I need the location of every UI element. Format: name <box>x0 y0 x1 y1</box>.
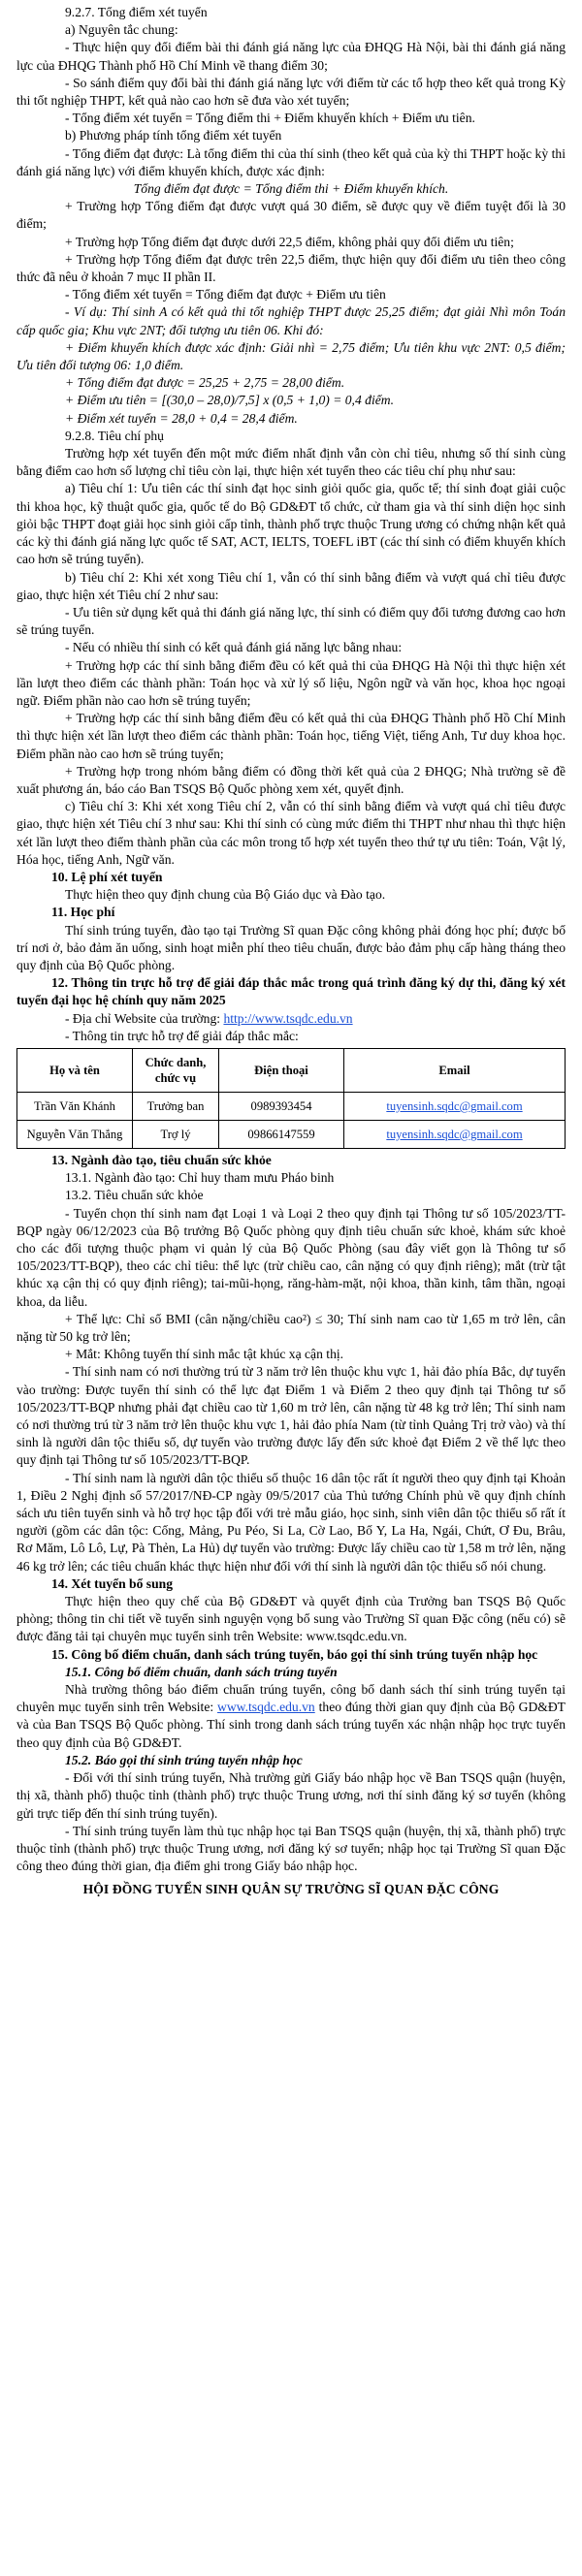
website-link[interactable]: http://www.tsqdc.edu.vn <box>223 1010 353 1026</box>
text-line: - Ưu tiên sử dụng kết quả thi đánh giá năng lực, thí sinh có điểm quy đổi tương đương cao hơn sẽ trúng tuyển. <box>16 604 566 638</box>
text-line: + Điểm xét tuyển = 28,0 + 0,4 = 28,4 điểm. <box>65 410 298 426</box>
text-line: Trường hợp xét tuyển đến một mức điểm nhất định vẫn còn chỉ tiêu, nhưng số thí sinh cùng bằng điểm cao hơn số lượng chỉ tiêu còn lại, thực hiện xét tuyển theo các tiêu chí phụ như sau: <box>16 446 566 479</box>
table-header-row <box>17 1048 566 1092</box>
section-13-body <box>16 1169 566 1575</box>
text-line: - Tuyển chọn thí sinh nam đạt Loại 1 và Loại 2 theo quy định tại Thông tư số 105/2023/TT-BQP ngày 06/12/2023 của Bộ trưởng Bộ Quốc phòng quy định tiêu chuẩn sức khoẻ, khám sức khoẻ cho các đối tượng thuộc phạm vi quản lý của Bộ Quốc Phòng (sau đây viết gọn là Thông tư số 105/2023/TT-BQP), theo các chỉ tiêu: thể lực (trừ chiều cao, cân nặng có quy định riêng); mắt (trừ tật khúc xạ cận thị có quy định riêng); tai-mũi-họng, răng-hàm-mặt, nội khoa, thần kinh, tâm thần, ngoại khoa, da liễu. <box>16 1205 566 1309</box>
section-15-2-body-1: - Đối với thí sinh trúng tuyển, Nhà trường gửi Giấy báo nhập học về Ban TSQS quận (huyện, thị xã, thành phố) thuộc tỉnh (thành phố) trực thuộc Trung ương, nơi thí sinh đăng ký sơ tuyển (không gửi trực tiếp đến thí sinh trúng tuyển). <box>16 1770 566 1821</box>
text-line: + Trường hợp trong nhóm bằng điểm có đồng thời kết quả của 2 ĐHQG; Nhà trường sẽ đề xuất phương án, báo cáo Ban TSQS Bộ Quốc phòng xem xét, quyết định. <box>16 763 566 796</box>
section-15-2-title: 15.2. Báo gọi thí sinh trúng tuyển nhập học <box>65 1752 303 1767</box>
text-line: b) Phương pháp tính tổng điểm xét tuyển <box>65 128 282 143</box>
text-line: c) Tiêu chí 3: Khi xét xong Tiêu chí 2, vẫn có thí sinh bằng điểm và vượt quá chỉ tiêu được giao, thực hiện xét Tiêu chí 3 như sau: Khi thí sinh có cùng mức điểm thi THPT như nhau thì thực hiện xét lần lượt theo điểm thành phần của các môn trong tổ hợp xét tuyển theo thứ tự ưu tiên: Toán, Vật lý, Hóa học, tiếng Anh, Ngữ văn. <box>16 799 566 867</box>
section-15-1-body <box>16 1681 566 1752</box>
section-15-title: 15. Công bố điểm chuẩn, danh sách trúng tuyển, báo gọi thí sinh trúng tuyển nhập học <box>51 1646 538 1662</box>
contact-role: Trợ lý <box>133 1120 219 1148</box>
text-line: + Thể lực: Chỉ số BMI (cân nặng/chiều cao²) ≤ 30; Thí sinh nam cao từ 1,65 m trở lên, cân nặng từ 50 kg trở lên; <box>16 1311 566 1345</box>
text-line: - Tổng điểm đạt được: Là tổng điểm thi của thí sinh (theo kết quả của kỳ thi THPT hoặc kỳ thi đánh giá năng lực) với điểm khuyến khích, được xác định: <box>16 145 566 178</box>
website-line <box>16 1010 566 1028</box>
email-link[interactable]: tuyensinh.sqdc@gmail.com <box>386 1098 523 1113</box>
text-line: Tổng điểm đạt được = Tổng điểm thi + Điểm khuyến khích. <box>133 181 449 197</box>
support-label: - Thông tin trực hỗ trợ để giải đáp thắc mắc: <box>65 1028 299 1043</box>
section-12-title: 12. Thông tin trực hỗ trợ để giải đáp thắc mắc trong quá trình đăng ký dự thi, đăng ký xét tuyển đại học hệ chính quy năm 2025 <box>16 975 566 1008</box>
email-link[interactable]: tuyensinh.sqdc@gmail.com <box>386 1127 523 1141</box>
col-phone-header: Điện thoại <box>219 1048 344 1092</box>
section-14-title: 14. Xét tuyển bổ sung <box>51 1575 174 1591</box>
contact-email[interactable] <box>344 1092 566 1120</box>
section-14-body: Thực hiện theo quy chế của Bộ GD&ĐT và quyết định của Trưởng ban TSQS Bộ Quốc phòng; thông tin chi tiết về tuyển sinh nguyện vọng bổ sung vào Trường Sĩ quan Đặc công (nếu có) sẽ được đăng tải tại chuyên mục tuyển sinh trên Website: www.tsqdc.edu.vn. <box>16 1594 566 1644</box>
section-15-1-title: 15.1. Công bố điểm chuẩn, danh sách trúng tuyển <box>65 1664 338 1679</box>
text-line: - Thực hiện quy đổi điểm bài thi đánh giá năng lực của ĐHQG Hà Nội, bài thi đánh giá năng lực của ĐHQG Thành phố Hồ Chí Minh về thang điểm 30; <box>16 40 566 73</box>
contact-name: Trần Văn Khánh <box>17 1092 133 1120</box>
text-line: - Nếu có nhiều thí sinh có kết quả đánh giá năng lực bằng nhau: <box>65 640 403 655</box>
text-line: 13.2. Tiêu chuẩn sức khỏe <box>65 1188 204 1203</box>
text-line: + Trường hợp các thí sinh bằng điểm đều có kết quả thi của ĐHQG Thành phố Hồ Chí Minh thì thực hiện xét lần lượt theo điểm các thành phần: Toán học, tiếng Việt, tiếng Anh, Tư duy khoa học. Điểm phần nào cao hơn sẽ trúng tuyển; <box>16 711 566 761</box>
text-line: + Mắt: Không tuyển thí sinh mắc tật khúc xạ cận thị. <box>65 1347 344 1362</box>
text-line: 9.2.8. Tiêu chí phụ <box>65 428 164 443</box>
contact-role: Trưởng ban <box>133 1092 219 1120</box>
col-email-header: Email <box>344 1048 566 1092</box>
text-line: + Trường hợp Tổng điểm đạt được trên 22,5 điểm, thực hiện quy đổi điểm ưu tiên theo công thức đã nêu ở khoản 7 mục II phần II. <box>16 251 566 285</box>
contact-phone: 0989393454 <box>219 1092 344 1120</box>
text-line: + Tổng điểm đạt được = 25,25 + 2,75 = 28,00 điểm. <box>65 375 345 391</box>
section-9-criteria <box>16 4 566 869</box>
text-line: + Trường hợp Tổng điểm đạt được vượt quá 30 điểm, sẽ được quy về điểm tuyệt đối là 30 điểm; <box>16 199 566 232</box>
text-line: - Thí sinh nam là người dân tộc thiểu số thuộc 16 dân tộc rất ít người theo quy định tại Khoản 1, Điều 2 Nghị định số 57/2017/NĐ-CP ngày 09/5/2017 của Thủ tướng Chính phủ về quy định chính sách ưu tiên tuyển sinh và hỗ trợ học tập đối với trẻ mẫu giáo, học sinh, sinh viên dân tộc thiểu số rất ít người (gồm các dân tộc: Cống, Mảng, Pu Péo, Si La, Cờ Lao, Bố Y, La Ha, Ngái, Chứt, Ơ Đu, Brâu, Rơ Măm, Lô Lô, Lự, Pà Thẻn, La Hủ) dự tuyển vào trường: Được lấy chiều cao từ 1,58 m trở lên, nặng 46 kg trở lên; các tiêu chuẩn khác thực hiện như đối với thí sinh là người dân tộc thiểu số nói chung. <box>16 1470 566 1574</box>
section-11-body: Thí sinh trúng tuyển, đào tạo tại Trường Sĩ quan Đặc công không phải đóng học phí; được bố trí nơi ở, bảo đảm ăn uống, sinh hoạt miễn phí theo tiêu chuẩn, được bảo đảm phụ cấp hàng tháng theo quy định của Bộ Quốc phòng. <box>16 922 566 972</box>
contact-name: Nguyễn Văn Thắng <box>17 1120 133 1148</box>
text-line: - Ví dụ: Thí sinh A có kết quả thi tốt nghiệp THPT được 25,25 điểm; đạt giải Nhì môn Toán cấp quốc gia; Khu vực 2NT; đối tượng ưu tiên 06. Khi đó: <box>16 304 566 337</box>
text-line: a) Nguyên tắc chung: <box>65 22 178 38</box>
body-text: theo đúng thời gian quy định của Bộ GD&ĐT và của Ban TSQS Bộ Quốc phòng. Thí sinh trong danh sách trúng tuyển xác nhận nhập học trực tuyến theo quy định của Bộ GD&ĐT. <box>16 1700 566 1750</box>
section-13-title: 13. Ngành đào tạo, tiêu chuẩn sức khỏe <box>51 1152 272 1167</box>
text-line: + Điểm khuyến khích được xác định: Giải nhì = 2,75 điểm; Ưu tiên khu vực 2NT: 0,5 điểm; Ưu tiên đối tượng 06: 1,0 điểm. <box>16 339 566 373</box>
body-text: Nhà trường thông báo điểm chuẩn trúng tuyển, công bố danh sách thí sinh trúng tuyển tại chuyên mục tuyển sinh trên Website: <box>16 1682 566 1715</box>
section-10-title: 10. Lệ phí xét tuyển <box>51 869 163 884</box>
text-line: - Tổng điểm xét tuyển = Tổng điểm thi + Điểm khuyến khích + Điểm ưu tiên. <box>65 111 475 126</box>
text-line: b) Tiêu chí 2: Khi xét xong Tiêu chí 1, vẫn có thí sinh bằng điểm và vượt quá chỉ tiêu được giao, thực hiện xét Tiêu chí 2 như sau: <box>16 569 566 602</box>
website-label: - Địa chỉ Website của trường: <box>65 1010 224 1026</box>
contact-phone: 09866147559 <box>219 1120 344 1148</box>
text-line: 13.1. Ngành đào tạo: Chỉ huy tham mưu Pháo binh <box>65 1170 335 1186</box>
section-10-body: Thực hiện theo quy định chung của Bộ Giáo dục và Đào tạo. <box>65 887 386 903</box>
text-line: a) Tiêu chí 1: Ưu tiên các thí sinh đạt học sinh giỏi quốc gia, quốc tế; thí sinh đoạt giải cuộc thi khoa học, kỹ thuật quốc gia, quốc tế do Bộ GD&ĐT tổ chức, cử tham gia và thí sinh diện học sinh giỏi bậc THPT đoạt giải học sinh giỏi cấp tỉnh, thành phố trực thuộc Trung ương có chứng nhận kết quả các kỳ thi đánh giá năng lực quốc tế SAT, ACT, IELTS, TOEFL iBT (các thí sinh có điểm khuyến khích cao hơn sẽ trúng tuyển). <box>16 481 566 567</box>
table-row <box>17 1092 566 1120</box>
table-row <box>17 1120 566 1148</box>
section-15-2-body-2: - Thí sinh trúng tuyển làm thủ tục nhập học tại Ban TSQS quận (huyện, thị xã, thành phố) trực thuộc tỉnh (thành phố) trực thuộc Trung ương, nơi đăng ký sơ tuyển; nhập học tại Trường Sĩ quan Đặc công theo đúng thời gian, địa điểm ghi trong Giấy báo nhập học. <box>16 1823 566 1874</box>
contact-email[interactable] <box>344 1120 566 1148</box>
website-link[interactable]: www.tsqdc.edu.vn <box>217 1700 315 1715</box>
section-11-title: 11. Học phí <box>51 905 115 920</box>
text-line: - So sánh điểm quy đổi bài thi đánh giá năng lực với điểm từ các tổ hợp theo kết quả trong Kỳ thi tốt nghiệp THPT, kết quả nào cao hơn sẽ đưa vào xét tuyển; <box>16 75 566 109</box>
text-line: 9.2.7. Tổng điểm xét tuyển <box>65 5 208 19</box>
text-line: + Trường hợp Tổng điểm đạt được dưới 22,5 điểm, không phải quy đổi điểm ưu tiên; <box>65 234 514 249</box>
text-line: - Tổng điểm xét tuyển = Tổng điểm đạt được + Điểm ưu tiên <box>65 287 386 302</box>
col-title-header: Chức danh, chức vụ <box>133 1048 219 1092</box>
signature-council: HỘI ĐỒNG TUYỂN SINH QUÂN SỰ TRƯỜNG SĨ QUAN ĐẶC CÔNG <box>82 1882 500 1897</box>
text-line: + Trường hợp các thí sinh bằng điểm đều có kết quả thi của ĐHQG Hà Nội thì thực hiện xét lần lượt theo điểm các thành phần: Toán học và xử lý số liệu, Ngôn ngữ và văn học, khoa học ngoại ngữ. Điểm phần nào cao hơn sẽ trúng tuyển; <box>16 657 566 708</box>
support-contacts-table <box>16 1048 566 1149</box>
text-line: + Điểm ưu tiên = [(30,0 – 28,0)/7,5] x (0,5 + 1,0) = 0,4 điểm. <box>65 393 394 408</box>
text-line: - Thí sinh nam có nơi thường trú từ 3 năm trở lên thuộc khu vực 1, hải đảo phía Bắc, dự tuyển vào trường: Được tuyển thí sinh có thể lực đạt Điểm 1 và Điểm 2 theo quy định tại Thông tư số 105/2023/TT-BQP nhưng phải đạt chiều cao từ 1,60 m trở lên, cân nặng từ 48 kg trở lên; Thí sinh nam có nơi thường trú từ 3 năm trở lên thuộc khu vực 1, hải đảo phía Nam (từ tỉnh Quảng Trị trở vào) và thí sinh là người dân tộc thiểu số, dự tuyển vào trường được lấy đến sức khoẻ đạt Điểm 2 về thể lực theo quy định tại Thông tư số 105/2023/TT-BQP. <box>16 1364 566 1468</box>
col-name-header: Họ và tên <box>17 1048 133 1092</box>
